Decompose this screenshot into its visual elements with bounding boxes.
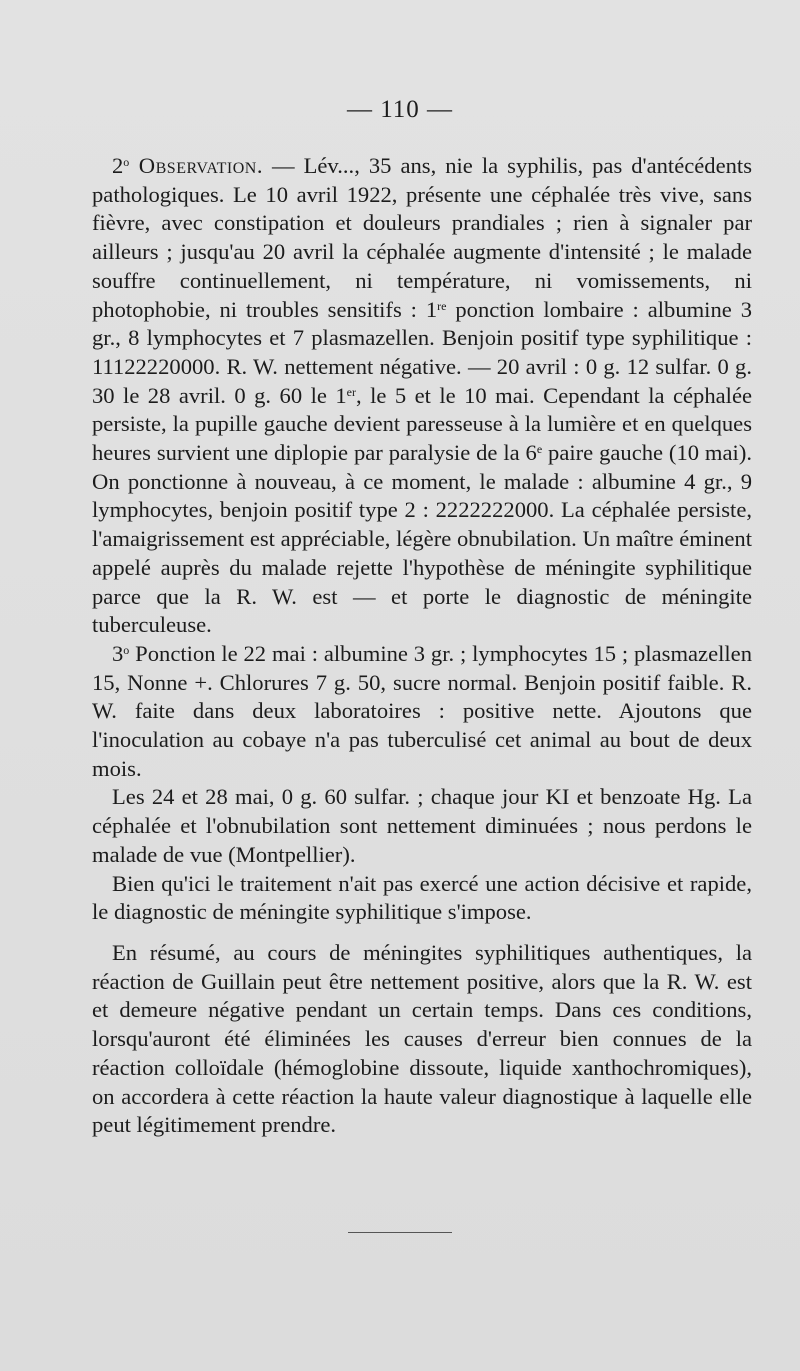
paragraph-ponction-3: 3$^o$ Ponction le 22 mai : albumine 3 gr. ; lymphocytes 15 ; plasmazellen 15, Nonne +. Chlorures 7 g. 50, sucre normal. Benjoin positif faible. R. W. faite dans deux laboratoires : positive nette. Ajoutons que l'inoculation au cobaye n'a pas tuberculisé cet animal au bout de deux mois. <box>92 640 752 781</box>
paragraph-summary: En résumé, au cours de méningites syphilitiques authentiques, la réaction de Guillain peut être nettement positive, alors que la R. W. est et demeure négative pendant un certain temps. Dans ces conditions, lorsqu'auront été éliminées les causes d'erreur bien connues de la réaction colloïdale (hémoglobine dissoute, liquide xanthochromiques), on accordera à cette réaction la haute valeur diagnostique à laquelle elle peut légitimement prendre. <box>92 939 752 1138</box>
paragraph-observation-2: 2$^o$ Observation. — Lév..., 35 ans, nie la syphilis, pas d'antécédents pathologiques. Le 10 avril 1922, présente une céphalée très vive, sans fièvre, avec constipation et douleurs prandiales ; rien à signaler par ailleurs ; jusqu'au 20 avril la céphalée augmente d'intensité ; le malade souffre continuellement, ni température, ni vomissements, ni photophobie, ni troubles sensitifs : 1re ponction lombaire : albumine 3 gr., 8 lymphocytes et 7 plasmazellen. Benjoin positif type syphilitique : 11122220000. R. W. nettement négative. — 20 avril : 0 g. 12 sulfar. 0 g. 30 le 28 avril. 0 g. 60 le 1er, le 5 et le 10 mai. Cependant la céphalée persiste, la pupille gauche devient paresseuse à la lumière et en quelques heures survient une diplopie par paralysie de la 6e paire gauche (10 mai). On ponctionne à nouveau, à ce moment, le malade : albumine 4 gr., 9 lymphocytes, benjoin positif type 2 : 2222222000. La céphalée persiste, l'amaigrissement est appréciable, légère obnubilation. Un maître éminent appelé auprès du malade rejette l'hypothèse de méningite syphilitique parce que la R. W. est — et porte le diagnostic de méningite tuberculeuse. <box>92 153 752 638</box>
observation-heading: Observation. <box>129 153 263 178</box>
body-text <box>92 152 752 1140</box>
paragraph-diagnosis: Bien qu'ici le traitement n'ait pas exercé une action décisive et rapide, le diagnostic de méningite syphilitique s'impose. <box>92 870 752 925</box>
page-number: — 110 — <box>346 96 454 123</box>
closing-rule <box>348 1232 452 1233</box>
paragraph-treatment: Les 24 et 28 mai, 0 g. 60 sulfar. ; chaque jour KI et benzoate Hg. La céphalée et l'obnubilation sont nettement diminuées ; nous perdons le malade de vue (Montpellier). <box>92 784 752 867</box>
